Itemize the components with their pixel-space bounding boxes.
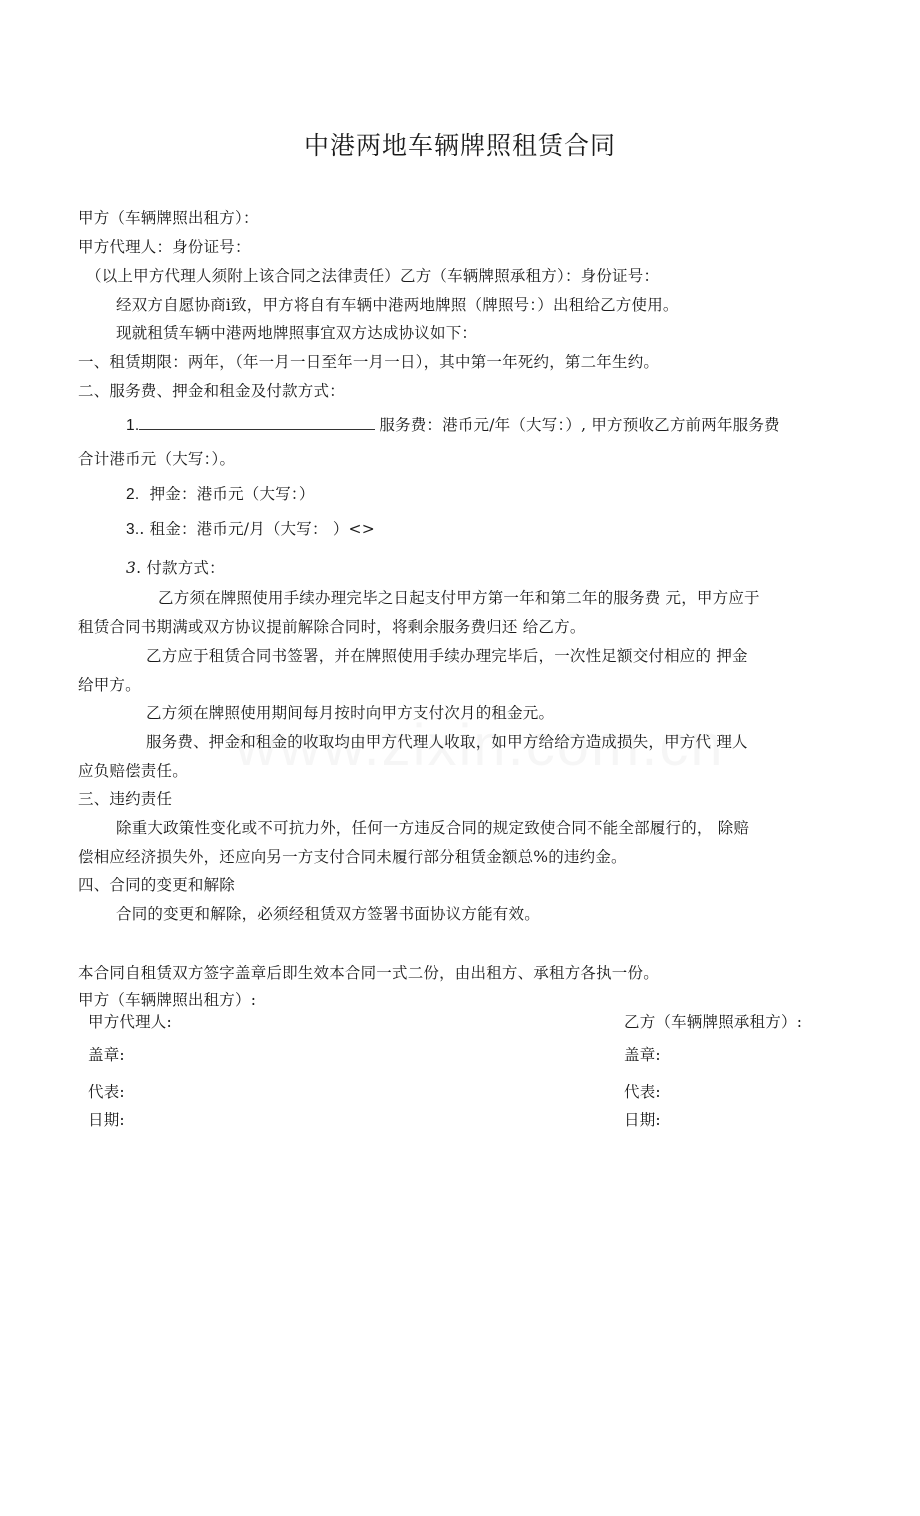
section-2-heading: 二、服务费、押金和租金及付款方式： [78, 382, 345, 400]
payment-paragraph-3: 乙方须在牌照使用期间每月按时向甲方支付次月的租金元。 [146, 704, 555, 722]
seal-right: 盖章: [624, 1046, 661, 1064]
item-2-number: 2. [126, 486, 140, 503]
party-b-line: （以上甲方代理人须附上该合同之法律责任）乙方（车辆牌照承租方）：身份证号： [86, 267, 660, 285]
section-1-lease-term: 一、租赁期限：两年，（年一月一日至年一月一日），其中第一年死约，第二年生约。 [78, 353, 660, 371]
item-1-continuation: 合计港币元（大写：）。 [78, 450, 236, 468]
signature-party-a-agent: 甲方代理人: [88, 1013, 172, 1031]
intro-paragraph-1: 经双方自愿协商i致，甲方将自有车辆中港两地牌照（牌照号：）出租给乙方使用。 [116, 296, 679, 314]
payment-paragraph-4b: 应负赔偿责任。 [78, 762, 188, 780]
representative-left: 代表: [88, 1083, 125, 1101]
signature-party-b: 乙方（车辆牌照承租方）: [624, 1013, 803, 1031]
signature-party-a: 甲方（车辆牌照出租方）: [78, 991, 257, 1009]
section-3-text-b: 偿相应经济损失外，还应向另一方支付合同未履行部分租赁金额总%的违约金。 [78, 848, 627, 866]
section-3-text-a: 除重大政策性变化或不可抗力外，任何一方违反合同的规定致使合同不能全部履行的， 除赔 [116, 819, 750, 837]
party-a-agent-label: 甲方代理人：身份证号： [78, 238, 251, 256]
payment-paragraph-4a: 服务费、押金和租金的收取均由甲方代理人收取，如甲方给给方造成损失，甲方代 理人 [146, 733, 748, 751]
section-3-heading: 三、违约责任 [78, 790, 173, 808]
representative-right: 代表: [624, 1083, 661, 1101]
intro-paragraph-2: 现就租赁车辆中港两地牌照事宜双方达成协议如下： [116, 324, 478, 342]
item-3-text: . 租金：港币元/月（大写： ）<> [139, 520, 375, 538]
payment-paragraph-2b: 给甲方。 [78, 676, 141, 694]
closing-effect-statement: 本合同自租赁双方签字盖章后即生效本合同一式二份，由出租方、承租方各执一份。 [78, 964, 659, 982]
section-4-heading: 四、合同的变更和解除 [78, 876, 236, 894]
item-4-payment-method [126, 558, 225, 578]
item-4-number: 3 [126, 559, 137, 577]
date-right: 日期: [624, 1111, 661, 1129]
item-1-text: 服务费：港币元/年（大写：）, 甲方预收乙方前两年服务费 [379, 416, 780, 434]
item-3-rent [126, 519, 375, 540]
seal-left: 盖章: [88, 1046, 125, 1064]
fill-in-blank [139, 414, 375, 430]
date-left: 日期: [88, 1111, 125, 1129]
section-4-text: 合同的变更和解除，必须经租赁双方签署书面协议方能有效。 [116, 905, 540, 923]
item-1-service-fee [126, 414, 780, 436]
party-a-label: 甲方（车辆牌照出租方）： [78, 209, 259, 227]
item-2-deposit [126, 484, 315, 505]
payment-paragraph-2a: 乙方应于租赁合同书签署，并在牌照使用手续办理完毕后，一次性足额交付相应的 押金 [146, 647, 748, 665]
item-4-text: . 付款方式： [136, 559, 225, 577]
payment-paragraph-1a: 乙方须在牌照使用手续办理完毕之日起支付甲方第一年和第二年的服务费 元，甲方应于 [158, 589, 760, 607]
item-1-number: 1. [126, 417, 140, 434]
item-3-number: 3. [126, 521, 140, 538]
payment-paragraph-1b: 租赁合同书期满或双方协议提前解除合同时，将剩余服务费归还 给乙方。 [78, 618, 586, 636]
item-2-text: 押金：港币元（大写：） [149, 485, 315, 503]
document-title: 中港两地车辆牌照租赁合同 [303, 131, 616, 160]
